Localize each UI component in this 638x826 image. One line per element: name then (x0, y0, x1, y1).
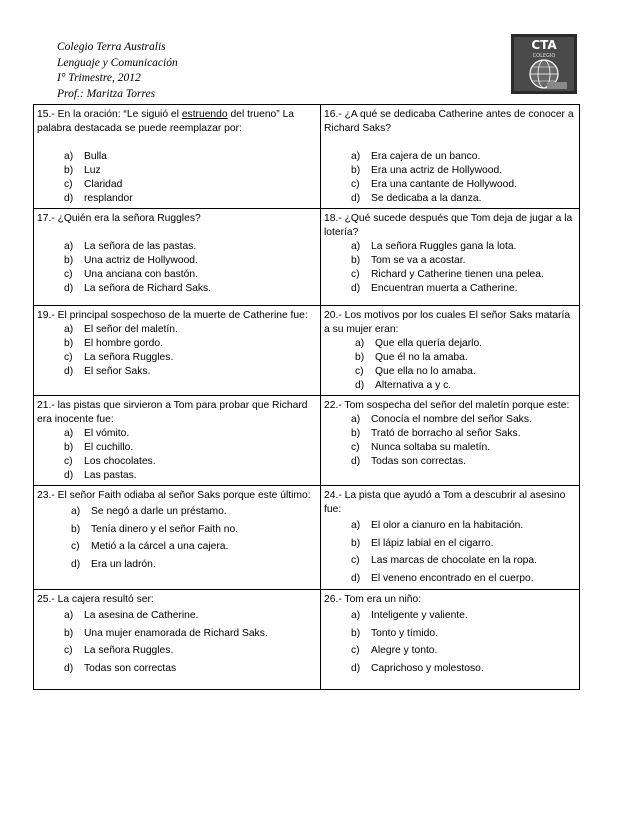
option-a: a) Conocía el nombre del señor Saks. (351, 414, 532, 425)
question-text: 18.- ¿Qué sucede después que Tom deja de jugar a la lotería? (324, 213, 573, 238)
logo-sub: COLEGIO (532, 53, 556, 59)
option-d: d) Las pastas. (64, 470, 137, 481)
option-d: d) El veneno encontrado en el cuerpo. (351, 572, 534, 584)
option-b: b) El cuchillo. (64, 442, 134, 453)
question-cell-19 (34, 306, 321, 396)
question-text: 25.- La cajera resultó ser: (37, 594, 154, 605)
option-b: b) Una mujer enamorada de Richard Saks. (64, 627, 268, 639)
option-d: d) Todas son correctas. (351, 456, 467, 467)
question-text: 21.- las pistas que sirvieron a Tom para probar que Richard era inocente fue: (37, 400, 308, 425)
options-list (37, 607, 317, 677)
document-header (57, 40, 178, 102)
option-d: d) Caprichoso y molestoso. (351, 662, 484, 674)
option-b: b) Trató de borracho al señor Saks. (351, 428, 521, 439)
options-list (37, 503, 317, 573)
question-text: 20.- Los motivos por los cuales El señor Saks mataría a su mujer eran: (324, 310, 571, 335)
option-a: a) La señora Ruggles gana la lota. (351, 241, 517, 252)
option-d: d) El señor Saks. (64, 366, 151, 377)
options-list (37, 323, 317, 379)
options-list (37, 240, 317, 296)
question-text: 17.- ¿Quién era la señora Ruggles? (37, 213, 201, 224)
option-b: b) Que él no la amaba. (355, 352, 468, 363)
school-logo (511, 34, 577, 94)
options-list (324, 150, 576, 206)
options-list (324, 413, 576, 469)
option-c: c) Las marcas de chocolate en la ropa. (351, 555, 537, 566)
option-c: c) Nunca soltaba su maletín. (351, 442, 491, 453)
option-b: b) El hombre gordo. (64, 338, 163, 349)
question-cell-18 (321, 209, 580, 306)
option-b: b) Era una actriz de Hollywood. (351, 165, 503, 176)
teacher-name: Prof.: Maritza Torres (57, 87, 156, 100)
question-text: 26.- Tom era un niño: (324, 594, 422, 605)
option-d: d) resplandor (64, 193, 133, 204)
option-b: b) Una actriz de Hollywood. (64, 255, 198, 266)
option-b: b) El lápiz labial en el cigarro. (351, 537, 494, 549)
option-a: a) La asesina de Catherine. (64, 610, 199, 621)
question-text: 23.- El señor Faith odiaba al señor Saks porque este último: (37, 490, 311, 501)
option-d: d) La señora de Richard Saks. (64, 283, 212, 294)
option-d: d) Alternativa a y c. (355, 380, 452, 391)
option-d: d) Era un ladrón. (71, 558, 156, 570)
option-c: c) La señora Ruggles. (64, 352, 174, 363)
option-c: c) Metió a la cárcel a una cajera. (71, 541, 229, 552)
option-a: a) Se negó a darle un préstamo. (71, 506, 227, 517)
subject-name: Lenguaje y Comunicación (57, 56, 178, 69)
question-text: 16.- ¿A qué se dedicaba Catherine antes de conocer a Richard Saks? (324, 109, 574, 134)
option-c: c) Que ella no lo amaba. (355, 366, 476, 377)
option-c: c) Richard y Catherine tienen una pelea. (351, 269, 544, 280)
question-cell-16 (321, 105, 580, 209)
option-c: c) Los chocolates. (64, 456, 156, 467)
highlighted-word: estruendo (181, 109, 228, 120)
question-cell-26 (321, 590, 580, 690)
question-cell-21 (34, 396, 321, 486)
questions-table (33, 104, 580, 690)
options-list (324, 517, 576, 587)
school-name: Colegio Terra Australis (57, 41, 166, 53)
question-cell-15 (34, 105, 321, 209)
option-c: c) Alegre y tonto. (351, 645, 438, 656)
question-text: 19.- El principal sospechoso de la muerte de Catherine fue: (37, 310, 308, 321)
option-a: a) Inteligente y valiente. (351, 610, 468, 621)
option-a: a) Era cajera de un banco. (351, 151, 481, 162)
question-cell-22 (321, 396, 580, 486)
option-c: c) La señora Ruggles. (64, 645, 174, 656)
options-list (324, 240, 576, 296)
option-a: a) El olor a cianuro en la habitación. (351, 520, 524, 531)
options-list (37, 150, 317, 206)
option-d: d) Encuentran muerta a Catherine. (351, 283, 518, 294)
options-list (324, 337, 576, 393)
question-text: 15.- En la oración: “Le siguió el estruendo del trueno” La palabra destacada se puede reemplazar por: (37, 109, 295, 134)
logo-text: CTA (531, 38, 557, 52)
trimester: I° Trimestre, 2012 (57, 72, 141, 84)
option-a: a) El vómito. (64, 428, 130, 439)
option-b: b) Tonto y tímido. (351, 627, 438, 639)
question-text: 22.- Tom sospecha del señor del maletín porque este: (324, 400, 570, 411)
question-cell-24 (321, 486, 580, 590)
option-a: a) Bulla (64, 151, 107, 162)
option-a: a) El señor del maletín. (64, 324, 178, 335)
question-cell-25 (34, 590, 321, 690)
option-b: b) Tenía dinero y el señor Faith no. (71, 523, 239, 535)
option-a: a) Que ella quería dejarlo. (355, 338, 483, 349)
option-d: d) Todas son correctas (64, 662, 177, 674)
option-b: b) Tom se va a acostar. (351, 255, 466, 266)
option-a: a) La señora de las pastas. (64, 241, 197, 252)
option-d: d) Se dedicaba a la danza. (351, 193, 482, 204)
options-list (324, 607, 576, 677)
option-b: b) Luz (64, 165, 101, 176)
question-cell-23 (34, 486, 321, 590)
option-c: c) Una anciana con bastón. (64, 269, 198, 280)
option-c: c) Claridad (64, 179, 123, 190)
option-c: c) Era una cantante de Hollywood. (351, 179, 517, 190)
question-text: 24.- La pista que ayudó a Tom a descubrir al asesino fue: (324, 490, 566, 515)
options-list (37, 427, 317, 483)
question-cell-17 (34, 209, 321, 306)
question-cell-20 (321, 306, 580, 396)
